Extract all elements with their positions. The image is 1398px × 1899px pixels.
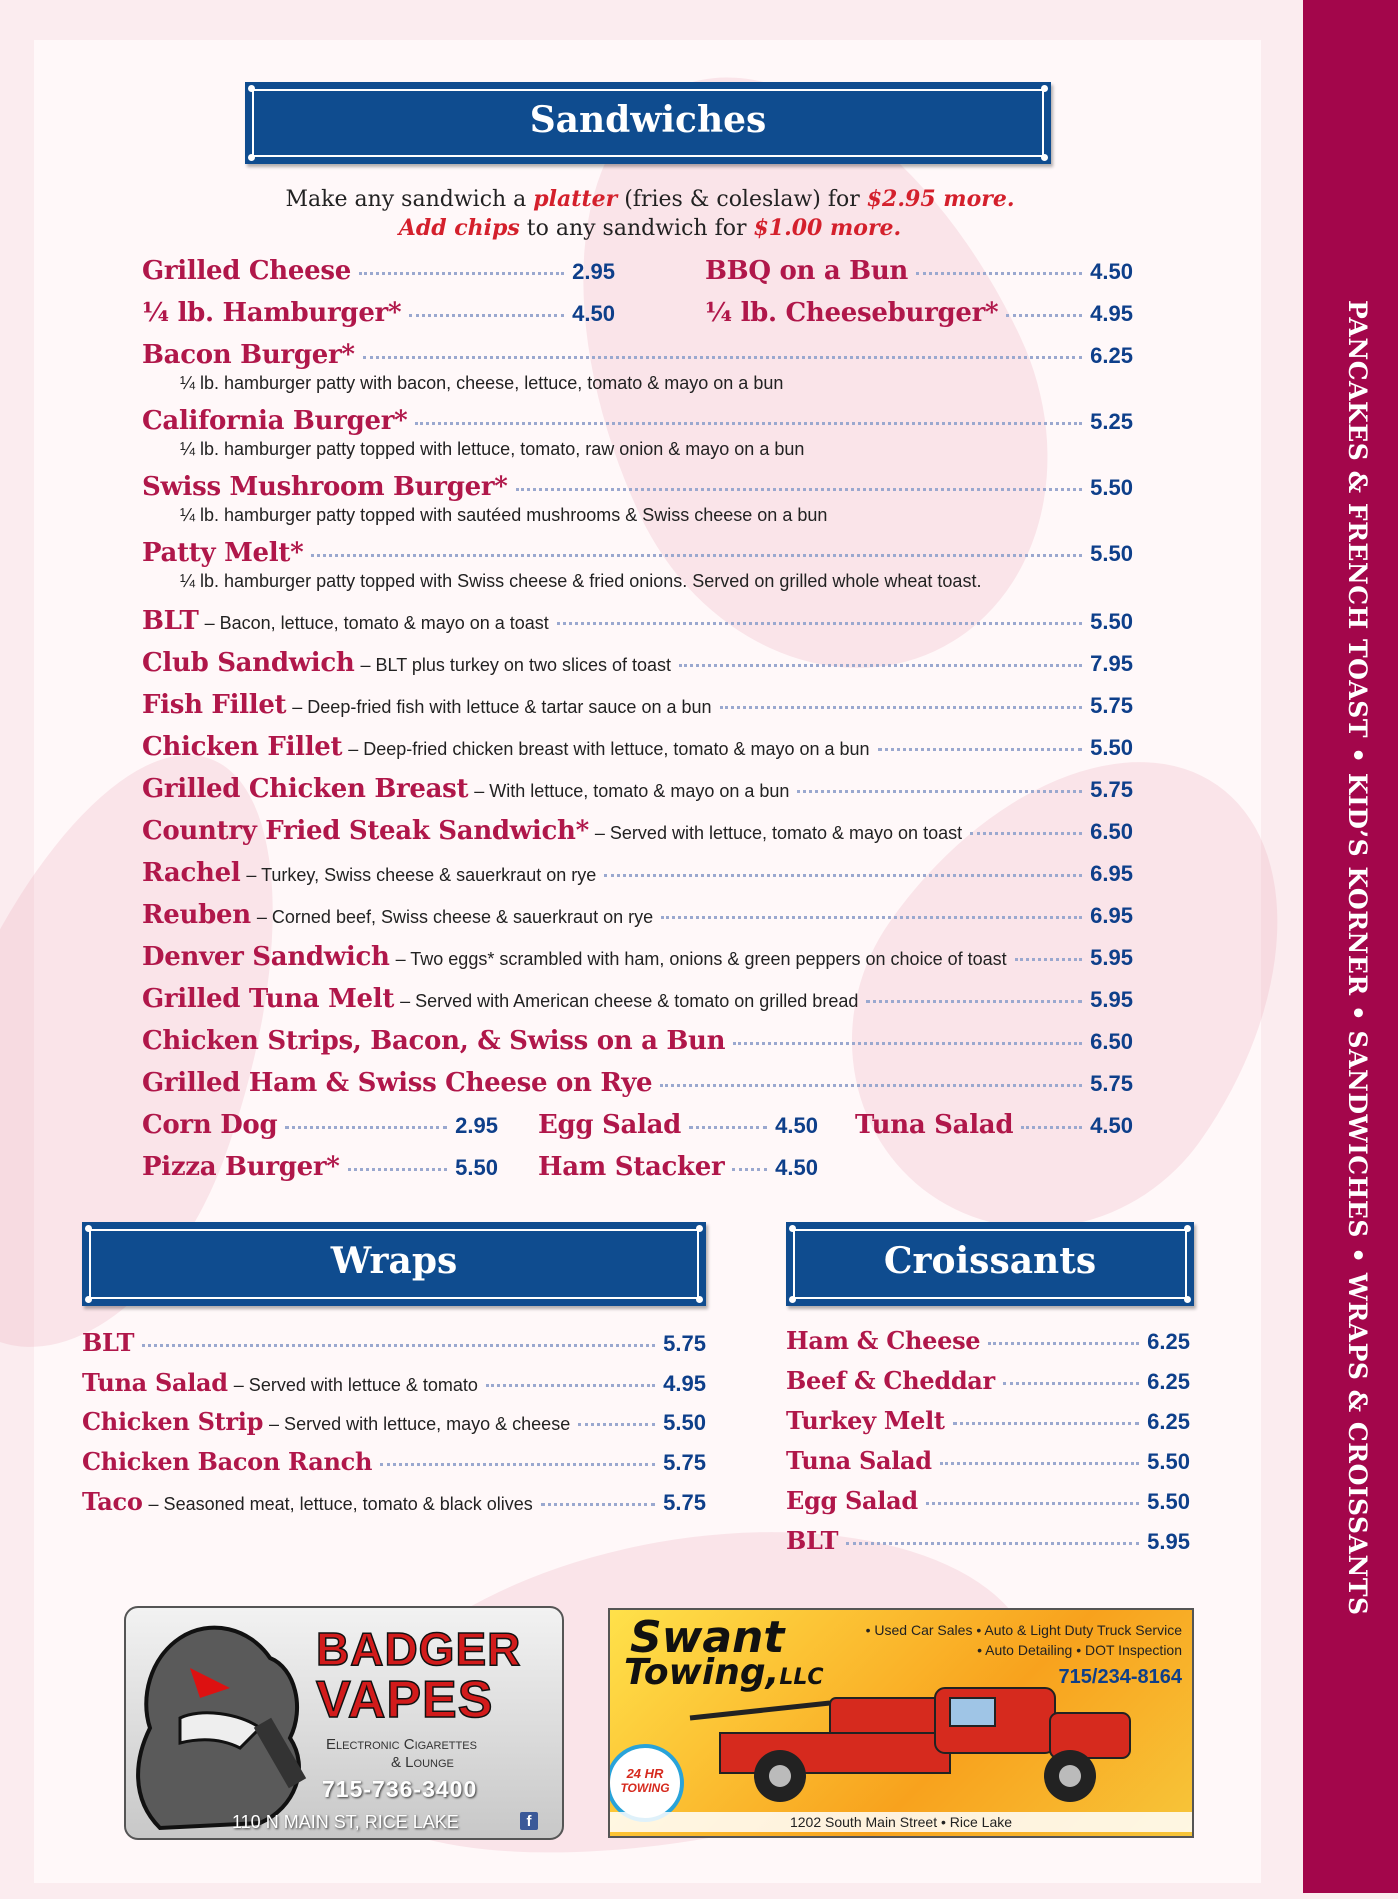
swant-services: • Used Car Sales • Auto & Light Duty Truck Service (865, 1622, 1182, 1638)
menu-item: Egg Salad 4.50 (538, 1110, 818, 1140)
menu-item: Ham & Cheese 6.25 (786, 1326, 1190, 1355)
menu-item: Tuna Salad 4.50 (855, 1110, 1133, 1140)
badger-vapes-line2: VAPES (316, 1671, 494, 1729)
swant-name: Swant (630, 1612, 785, 1663)
menu-item: Egg Salad 5.50 (786, 1486, 1190, 1515)
menu-item: Club Sandwich – BLT plus turkey on two slices of toast 7.95 (142, 648, 1133, 678)
menu-item: Tuna Salad 5.50 (786, 1446, 1190, 1475)
menu-item: Rachel – Turkey, Swiss cheese & sauerkraut on rye 6.95 (142, 858, 1133, 888)
item-description: ¼ lb. hamburger patty topped with Swiss cheese & fried onions. Served on grilled whole wheat toast. (180, 571, 982, 591)
section-sidebar-text: PANCAKES & FRENCH TOAST • KID’S KORNER • SANDWICHES • WRAPS & CROISSANTS (1343, 300, 1372, 1616)
swant-towing-name: Towing,LLC (624, 1652, 824, 1693)
badger-vapes-address: 110 N MAIN ST, RICE LAKE (232, 1812, 459, 1832)
menu-item: Chicken Strip – Served with lettuce, mayo & cheese 5.50 (82, 1407, 706, 1436)
badger-vapes-ad (124, 1606, 564, 1840)
chips-note: Add chips to any sandwich for $1.00 more. (398, 215, 902, 241)
item-description: ¼ lb. hamburger patty topped with lettuce, tomato, raw onion & mayo on a bun (180, 439, 805, 459)
menu-item: ¼ lb. Cheeseburger* 4.95 (705, 298, 1133, 328)
menu-item: Bacon Burger* 6.25 (142, 340, 1133, 370)
menu-item: Grilled Cheese 2.95 (142, 256, 615, 286)
menu-item: Beef & Cheddar 6.25 (786, 1366, 1190, 1395)
menu-item: Grilled Chicken Breast – With lettuce, tomato & mayo on a bun 5.75 (142, 774, 1133, 804)
swant-phone: 715/234-8164 (1058, 1666, 1182, 1688)
menu-item: Corn Dog 2.95 (142, 1110, 498, 1140)
item-description: ¼ lb. hamburger patty with bacon, cheese, lettuce, tomato & mayo on a bun (180, 373, 784, 393)
swant-services-2: • Auto Detailing • DOT Inspection (977, 1642, 1182, 1658)
menu-item: Pizza Burger* 5.50 (142, 1152, 498, 1182)
menu-item: Taco – Seasoned meat, lettuce, tomato & black olives 5.75 (82, 1487, 706, 1516)
tow-truck-image (680, 1658, 1150, 1808)
item-description: ¼ lb. hamburger patty topped with sautéed mushrooms & Swiss cheese on a bun (180, 505, 828, 525)
menu-item: Country Fried Steak Sandwich* – Served with lettuce, tomato & mayo on toast 6.50 (142, 816, 1133, 846)
facebook-icon: f (520, 1812, 538, 1830)
badger-vapes-tagline: Electronic Cigarettes (326, 1736, 477, 1753)
sandwiches-title: Sandwiches (529, 99, 767, 141)
menu-item: California Burger* 5.25 (142, 406, 1133, 436)
sandwiches-header (245, 82, 1051, 164)
croissants-title: Croissants (883, 1240, 1097, 1282)
platter-note: Make any sandwich a platter (fries & coleslaw) for $2.95 more. (285, 186, 1015, 212)
badger-vapes-phone: 715-736-3400 (322, 1776, 478, 1802)
24hr-towing-badge: 24 HR TOWING (608, 1744, 684, 1822)
wraps-title: Wraps (330, 1240, 458, 1282)
menu-item: Fish Fillet – Deep-fried fish with lettuce & tartar sauce on a bun 5.75 (142, 690, 1133, 720)
menu-item: Denver Sandwich – Two eggs* scrambled with ham, onions & green peppers on choice of toast 5.95 (142, 942, 1133, 972)
menu-item: Grilled Tuna Melt – Served with American cheese & tomato on grilled bread 5.95 (142, 984, 1133, 1014)
menu-item: Chicken Strips, Bacon, & Swiss on a Bun 6.50 (142, 1026, 1133, 1056)
menu-item: BLT 5.75 (82, 1328, 706, 1357)
menu-item: ¼ lb. Hamburger* 4.50 (142, 298, 615, 328)
menu-item: Chicken Bacon Ranch 5.75 (82, 1447, 706, 1476)
badger-mascot-icon (124, 1608, 320, 1838)
menu-item: Reuben – Corned beef, Swiss cheese & sauerkraut on rye 6.95 (142, 900, 1133, 930)
swant-towing-ad (608, 1608, 1194, 1838)
menu-item: BLT 5.95 (786, 1526, 1190, 1555)
badger-vapes-line1: BADGER (316, 1623, 522, 1675)
croissants-header (786, 1222, 1194, 1306)
menu-item: Patty Melt* 5.50 (142, 538, 1133, 568)
badger-vapes-tagline-2: & Lounge (391, 1754, 454, 1771)
menu-item: Tuna Salad – Served with lettuce & tomato 4.95 (82, 1368, 706, 1397)
swant-address: 1202 South Main Street • Rice Lake (610, 1812, 1192, 1832)
menu-item: Grilled Ham & Swiss Cheese on Rye 5.75 (142, 1068, 1133, 1098)
menu-item: BLT – Bacon, lettuce, tomato & mayo on a toast 5.50 (142, 606, 1133, 636)
menu-item: Chicken Fillet – Deep-fried chicken breast with lettuce, tomato & mayo on a bun 5.50 (142, 732, 1133, 762)
menu-item: Ham Stacker 4.50 (538, 1152, 818, 1182)
menu-item: BBQ on a Bun 4.50 (705, 256, 1133, 286)
menu-item: Swiss Mushroom Burger* 5.50 (142, 472, 1133, 502)
wraps-header (82, 1222, 706, 1306)
menu-item: Turkey Melt 6.25 (786, 1406, 1190, 1435)
